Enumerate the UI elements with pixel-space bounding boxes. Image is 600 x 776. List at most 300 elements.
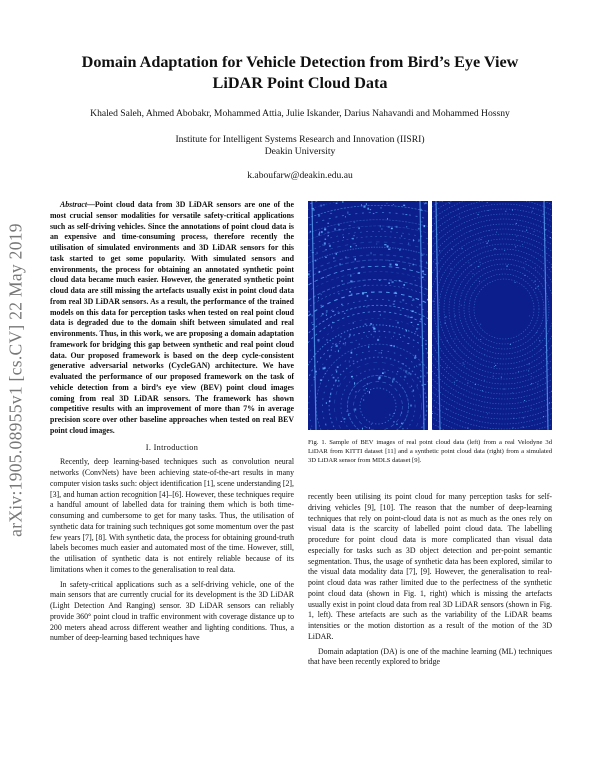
point-return: [338, 350, 339, 352]
figure-1-caption: Fig. 1. Sample of BEV images of real point cloud data (left) from a real Velodyne 3d LiDAR from KITTI dataset [11] and a synthetic point cloud data (right) from a simulated 3D LiDAR sensor from MDLS dataset [9].: [308, 439, 552, 464]
point-return: [325, 238, 326, 239]
point-return: [321, 231, 323, 233]
point-return: [531, 376, 532, 377]
point-return: [379, 377, 381, 379]
point-return: [401, 423, 403, 425]
point-return: [413, 298, 414, 300]
point-return: [452, 249, 453, 250]
point-return: [425, 202, 426, 204]
point-return: [336, 203, 338, 204]
point-return: [322, 313, 324, 315]
point-return: [467, 383, 468, 384]
point-return: [368, 346, 369, 348]
point-return: [478, 214, 479, 215]
point-return: [356, 245, 357, 246]
point-return: [523, 267, 524, 268]
point-return: [480, 339, 481, 340]
point-return: [419, 364, 421, 366]
point-return: [423, 225, 425, 227]
point-return: [439, 250, 440, 251]
point-return: [395, 292, 397, 294]
intro-paragraph-1: Recently, deep learning-based techniques such as convolution neural networks (ConvNets) have been achieving state-of-the-art results in many computer vision tasks such: object identification [1], scene understanding [2], [3], and human action recognition [4]–[6]. However, these techniques require a handful amount of labelled data for training them which is both time-consuming and cumbersome to get for many tasks. Thus, the utilisation of synthetic data for training such techniques got some momentum over the past few years [7], [8]. With synthetic data, the process for obtaining ground-truth labels becomes much easier and automated most of the time. However, still, the utilisation of synthetic data is not entirely reliable because of its limitations when it comes to the generalisation to real data.: [50, 457, 294, 574]
point-return: [494, 248, 495, 249]
point-return: [393, 378, 395, 380]
point-return: [540, 350, 541, 351]
point-return: [536, 332, 537, 333]
point-return: [433, 301, 434, 302]
point-return: [479, 281, 480, 282]
point-return: [326, 402, 327, 404]
point-return: [412, 310, 414, 312]
point-return: [370, 323, 372, 325]
point-return: [403, 363, 404, 365]
real-bev-svg: [308, 201, 428, 430]
point-return: [338, 380, 339, 382]
point-return: [350, 246, 351, 248]
point-return: [472, 273, 473, 274]
point-return: [369, 391, 370, 393]
point-return: [350, 280, 352, 282]
point-return: [501, 377, 502, 378]
point-return: [512, 392, 513, 393]
point-return: [319, 271, 320, 273]
point-return: [378, 352, 380, 353]
point-return: [458, 209, 459, 210]
point-return: [447, 340, 448, 341]
point-return: [416, 328, 418, 330]
point-return: [504, 389, 505, 390]
point-return: [313, 209, 315, 211]
point-return: [332, 322, 333, 323]
point-return: [436, 263, 437, 264]
point-return: [464, 364, 465, 365]
point-return: [516, 236, 517, 237]
point-return: [415, 331, 416, 332]
point-return: [375, 331, 376, 332]
paper-title: Domain Adaptation for Vehicle Detection from Bird’s Eye View LiDAR Point Cloud Data: [81, 53, 519, 92]
point-return: [390, 345, 392, 346]
point-return: [418, 228, 420, 230]
point-return: [318, 297, 319, 299]
point-return: [371, 424, 372, 425]
point-return: [367, 295, 369, 297]
point-return: [551, 391, 552, 392]
point-return: [531, 408, 532, 409]
point-return: [388, 249, 390, 250]
point-return: [362, 292, 364, 294]
point-return: [326, 276, 327, 277]
point-return: [338, 293, 340, 294]
point-return: [424, 384, 426, 385]
point-return: [391, 228, 393, 230]
point-return: [332, 343, 333, 344]
point-return: [532, 211, 533, 212]
point-return: [337, 366, 339, 367]
real-bev-image: [308, 201, 428, 430]
point-return: [455, 315, 456, 316]
point-return: [365, 324, 367, 325]
point-return: [494, 366, 495, 367]
point-return: [349, 291, 351, 292]
point-return: [387, 203, 388, 204]
point-return: [524, 275, 525, 276]
point-return: [324, 228, 326, 230]
arxiv-sidebar: [2, 170, 30, 590]
point-return: [471, 265, 472, 266]
point-return: [396, 226, 398, 228]
point-return: [367, 208, 369, 210]
point-return: [318, 233, 319, 235]
point-return: [523, 417, 524, 418]
point-return: [397, 322, 399, 324]
point-return: [496, 232, 497, 233]
point-return: [339, 263, 340, 265]
point-return: [551, 267, 552, 268]
point-return: [308, 311, 309, 313]
point-return: [388, 226, 390, 228]
point-return: [389, 264, 391, 266]
point-return: [371, 334, 372, 335]
point-return: [347, 212, 348, 214]
point-return: [351, 376, 353, 378]
point-return: [394, 301, 395, 302]
point-return: [450, 268, 451, 269]
point-return: [324, 242, 326, 244]
point-return: [358, 272, 360, 274]
sensor-blind-spot: [478, 283, 530, 335]
point-return: [403, 284, 405, 286]
point-return: [322, 367, 324, 369]
point-return: [310, 231, 311, 233]
right-column: [308, 492, 552, 672]
point-return: [513, 427, 514, 428]
point-return: [380, 207, 382, 208]
point-return: [331, 350, 332, 351]
point-return: [421, 255, 423, 256]
affiliation: [100, 134, 500, 158]
point-return: [362, 428, 363, 430]
point-return: [445, 316, 446, 317]
point-return: [395, 295, 396, 296]
point-return: [363, 399, 364, 401]
point-return: [482, 390, 483, 391]
point-return: [363, 206, 365, 208]
point-return: [420, 376, 421, 378]
point-return: [323, 204, 325, 205]
point-return: [414, 357, 416, 359]
point-return: [523, 427, 524, 428]
point-return: [393, 304, 395, 305]
synthetic-bev-image: [432, 201, 552, 430]
point-return: [516, 223, 517, 224]
point-return: [366, 388, 367, 389]
point-return: [380, 314, 381, 315]
point-return: [446, 409, 447, 410]
point-return: [384, 371, 385, 373]
point-return: [408, 243, 409, 245]
point-return: [338, 312, 339, 313]
point-return: [389, 260, 390, 261]
section-heading-introduction: I. Introduction: [145, 442, 199, 452]
point-return: [354, 383, 355, 385]
point-return: [515, 282, 516, 283]
point-return: [344, 313, 345, 314]
point-return: [354, 408, 356, 410]
point-return: [394, 345, 395, 347]
point-return: [350, 413, 351, 414]
point-return: [478, 266, 479, 267]
point-return: [363, 390, 365, 391]
point-return: [406, 330, 407, 332]
point-return: [402, 299, 404, 301]
point-return: [336, 345, 338, 347]
point-return: [379, 280, 381, 281]
point-return: [330, 213, 332, 214]
point-return: [332, 311, 334, 312]
point-return: [400, 337, 401, 338]
point-return: [424, 203, 425, 205]
point-return: [549, 402, 550, 403]
point-return: [538, 286, 539, 287]
point-return: [317, 339, 319, 341]
point-return: [321, 294, 322, 295]
point-return: [531, 383, 532, 384]
point-return: [535, 281, 536, 282]
point-return: [399, 249, 400, 251]
affiliation-institute: Institute for Intelligent Systems Research and Innovation (IISRI): [175, 134, 425, 145]
point-return: [366, 336, 367, 337]
point-return: [461, 305, 462, 306]
point-return: [342, 201, 343, 203]
point-return: [535, 267, 536, 268]
point-return: [343, 237, 344, 238]
point-return: [355, 258, 356, 260]
point-return: [359, 344, 360, 345]
point-return: [449, 203, 450, 204]
point-return: [505, 211, 506, 212]
point-return: [397, 371, 398, 372]
point-return: [367, 383, 368, 384]
point-return: [327, 235, 328, 236]
point-return: [388, 282, 390, 284]
point-return: [315, 260, 317, 262]
point-return: [412, 300, 413, 301]
author-list: Khaled Saleh, Ahmed Abobakr, Mohammed Attia, Julie Iskander, Darius Nahavandi and Mohammed Hossny: [90, 108, 510, 119]
point-return: [411, 386, 412, 387]
point-return: [403, 205, 405, 206]
point-return: [376, 243, 377, 244]
point-return: [343, 229, 344, 230]
point-return: [393, 413, 395, 414]
point-return: [410, 405, 412, 407]
point-return: [331, 327, 332, 329]
point-return: [446, 367, 447, 368]
point-return: [406, 226, 407, 227]
point-return: [488, 241, 489, 242]
point-return: [326, 310, 328, 312]
point-return: [550, 237, 551, 238]
point-return: [326, 340, 328, 341]
point-return: [528, 370, 529, 371]
point-return: [393, 421, 395, 422]
point-return: [333, 377, 335, 379]
figure-1: [308, 201, 552, 430]
point-return: [343, 419, 345, 420]
point-return: [400, 368, 401, 369]
point-return: [325, 373, 326, 374]
point-return: [320, 379, 322, 380]
abstract: [50, 200, 294, 437]
point-return: [515, 246, 516, 247]
point-return: [381, 228, 382, 230]
point-return: [338, 229, 340, 231]
point-return: [399, 280, 401, 281]
point-return: [369, 427, 370, 428]
point-return: [479, 262, 480, 263]
point-return: [310, 429, 311, 430]
point-return: [409, 265, 410, 266]
point-return: [529, 363, 530, 364]
intro-paragraph-2: In safety-critical applications such as a self-driving vehicle, one of the main sensors that are currently crucial for its development is the 3D LiDAR (Light Detection And Ranging) sensor. 3D LiDAR sensors can reliably provide 360° point cloud in traffic environment with coverage distance up to 200 meters ahead across different weather and lighting conditions. Thus, a number of deep-learning based techniques have: [50, 579, 294, 643]
point-return: [543, 214, 544, 215]
point-return: [355, 391, 356, 392]
point-return: [358, 227, 360, 229]
point-return: [421, 221, 422, 222]
point-return: [467, 427, 468, 428]
point-return: [384, 244, 386, 245]
point-return: [427, 352, 428, 354]
point-return: [504, 250, 505, 251]
point-return: [341, 304, 343, 305]
point-return: [480, 239, 481, 240]
point-return: [462, 248, 463, 249]
point-return: [354, 222, 356, 223]
point-return: [319, 232, 320, 234]
intro-paragraph-2-continued: recently been utilising its point cloud for many perception tasks for self-driving vehicles [9], [10]. The reason that the number of deep-learning techniques that rely on point-cloud data is not as much as the ones rely on visual data is the scarcity of labelled point cloud data. The labelling procedure for point cloud data is more complicated than visual data especially for tasks such as 3D object detection and per-point semantic segmentation. Thus, the usage of synthetic data has been explored, similar to the visual data modality data [7], [9]. However, the generalisation to real-point cloud data was rather limited due to the perfectness of the synthetic point cloud data (shown in Fig. 1, right) which is missing the artefacts usually exist in point cloud data from real 3D LiDAR sensors (shown in Fig. 1, left). These artefacts are such as the variability of the LiDAR beams intensities or the motion distortion as a result of the motion of the 3D LiDAR.: [308, 492, 552, 641]
point-return: [366, 203, 367, 205]
point-return: [349, 334, 350, 336]
sensor-blind-spot: [364, 392, 392, 420]
point-return: [370, 209, 371, 210]
point-return: [318, 214, 320, 216]
point-return: [408, 372, 410, 374]
point-return: [495, 365, 496, 366]
point-return: [411, 317, 413, 318]
point-return: [349, 360, 350, 362]
point-return: [393, 204, 394, 205]
point-return: [336, 370, 337, 372]
point-return: [377, 339, 379, 341]
point-return: [353, 322, 354, 324]
point-return: [382, 372, 384, 374]
point-return: [426, 262, 427, 264]
point-return: [366, 306, 367, 308]
point-return: [543, 416, 544, 417]
point-return: [353, 360, 354, 361]
point-return: [414, 366, 415, 367]
point-return: [507, 265, 508, 266]
affiliation-university: Deakin University: [264, 146, 336, 157]
point-return: [389, 325, 390, 326]
point-return: [411, 322, 413, 323]
point-return: [488, 210, 489, 211]
contact-email: k.aboufarw@deakin.edu.au: [247, 170, 353, 181]
point-return: [404, 376, 406, 378]
point-return: [535, 288, 536, 289]
point-return: [432, 231, 433, 232]
point-return: [463, 362, 464, 363]
point-return: [345, 257, 347, 259]
point-return: [422, 271, 424, 273]
point-return: [518, 371, 519, 372]
point-return: [381, 352, 382, 353]
point-return: [350, 274, 351, 276]
point-return: [396, 424, 398, 425]
point-return: [415, 280, 416, 281]
left-column: [50, 200, 294, 648]
point-return: [513, 418, 514, 419]
point-return: [402, 428, 403, 430]
point-return: [334, 228, 335, 230]
point-return: [380, 225, 381, 227]
point-return: [478, 240, 479, 241]
point-return: [373, 328, 375, 330]
point-return: [400, 310, 402, 311]
synthetic-bev-svg: [432, 201, 552, 430]
point-return: [524, 400, 525, 401]
point-return: [418, 239, 419, 241]
point-return: [454, 351, 455, 352]
point-return: [329, 400, 330, 402]
point-return: [468, 262, 469, 263]
point-return: [470, 230, 471, 231]
point-return: [427, 372, 428, 374]
point-return: [422, 276, 424, 278]
point-return: [351, 293, 353, 295]
point-return: [456, 380, 457, 381]
point-return: [329, 245, 330, 247]
point-return: [352, 238, 354, 240]
point-return: [392, 380, 393, 382]
point-return: [405, 214, 407, 215]
point-return: [327, 232, 329, 234]
point-return: [432, 413, 433, 414]
point-return: [475, 384, 476, 385]
point-return: [325, 257, 327, 258]
point-return: [317, 252, 318, 254]
point-return: [445, 323, 446, 324]
point-return: [322, 245, 323, 246]
point-return: [484, 354, 485, 355]
point-return: [408, 316, 409, 318]
point-return: [308, 273, 309, 275]
point-return: [427, 299, 428, 301]
point-return: [487, 413, 488, 414]
point-return: [407, 343, 409, 344]
point-return: [341, 336, 342, 337]
point-return: [348, 414, 349, 416]
point-return: [345, 216, 346, 217]
point-return: [311, 315, 312, 317]
point-return: [413, 390, 414, 392]
point-return: [320, 305, 322, 306]
point-return: [404, 369, 405, 371]
point-return: [373, 213, 374, 214]
point-return: [454, 382, 455, 383]
point-return: [526, 230, 527, 231]
point-return: [345, 342, 346, 344]
point-return: [335, 380, 337, 381]
